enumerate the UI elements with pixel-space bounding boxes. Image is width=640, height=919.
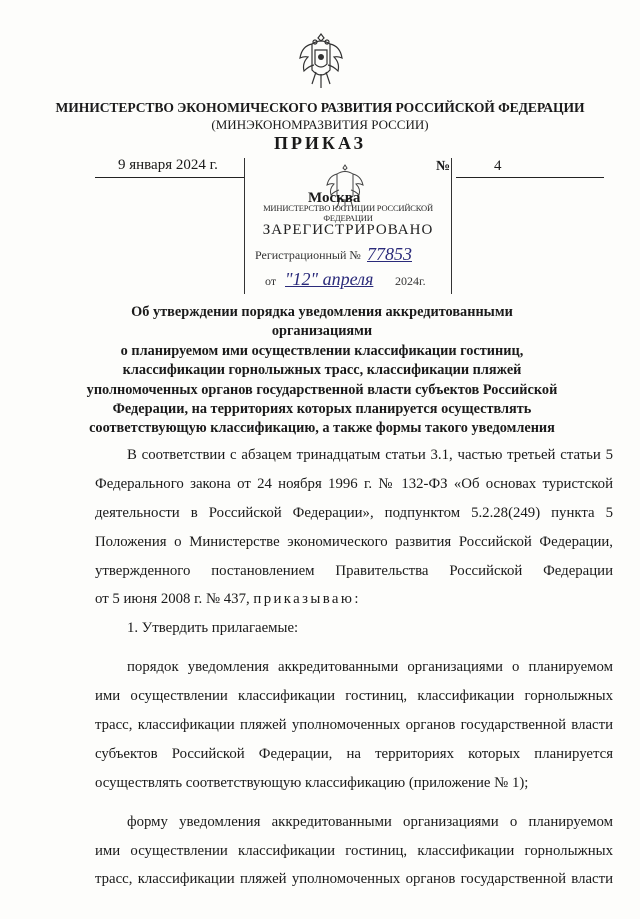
title-line: Об утверждении порядка уведомления аккредитованными организациями [131,304,513,340]
body-line: трасс, классификации пляжей уполномоченных органов государственной власти [95,717,613,734]
item-1: 1. Утвердить прилагаемые: [127,620,299,637]
body-text: от 5 июня 2008 г. № 437, [95,591,254,608]
stamp-status: ЗАРЕГИСТРИРОВАНО [262,222,434,238]
title-line: классификации горнолыжных трасс, классификации пляжей [122,362,522,379]
stamp-reg-number: 77853 [367,244,412,264]
order-title [80,303,564,439]
stamp-date-prefix: от [265,274,277,288]
body-line: В соответствии с абзацем тринадцатым статьи 3.1, частью третьей статьи 5 [127,447,613,463]
order-number: 4 [494,158,502,174]
number-underline [456,177,604,178]
body-line: ими осуществлении классификации гостиниц, классификации горнолыжных [95,688,613,705]
body-line: порядок уведомления аккредитованными организациями о планируемом [127,659,613,676]
title-line: соответствующую классификацию, а также формы такого уведомления [89,420,555,437]
date-underline [95,177,245,178]
document-type: ПРИКАЗ [273,133,367,153]
body-line: осуществлять соответствующую классификацию (приложение № 1); [95,774,529,791]
stamp-date-year: 2024г. [395,274,426,288]
body-line: утвержденного постановлением Правительства Российской Федерации [95,562,613,579]
number-sign: № [436,159,451,174]
body-line: трасс, классификации пляжей уполномоченных органов государственной власти [95,871,613,888]
title-line: уполномоченных органов государственной власти субъектов Российской [86,381,558,398]
body-line [95,585,613,614]
stamp-date-handwritten: "12" апреля [285,269,374,289]
ministry-short-name: (МИНЭКОНОМРАЗВИТИЯ РОССИИ) [211,117,429,132]
body-line: форму уведомления аккредитованными организациями о планируемом [127,813,613,830]
order-body [95,441,613,894]
ministry-name: МИНИСТЕРСТВО ЭКОНОМИЧЕСКОГО РАЗВИТИЯ РОССИЙСКОЙ ФЕДЕРАЦИИ [55,100,585,115]
body-line: субъектов Российской Федерации, на территориях которых планируется [95,745,613,762]
body-line: ими осуществлении классификации гостиниц, классификации горнолыжных [95,842,613,859]
stamp-ministry: МИНИСТЕРСТВО ЮСТИЦИИ РОССИЙСКОЙ ФЕДЕРАЦИИ [263,203,433,223]
order-date: 9 января 2024 г. [118,157,218,173]
city: Москва [308,190,361,206]
stamp-reg-label: Регистрационный № [255,248,361,262]
title-line: Федерации, на территориях которых планируется осуществлять [112,401,532,418]
body-line: Федерального закона от 24 ноября 1996 г. № 132-ФЗ «Об основах туристской [95,475,613,492]
body-line: Положения о Министерстве экономического развития Российской Федерации, [95,533,613,550]
title-line: о планируемом ими осуществлении классификации гостиниц, [120,342,524,359]
body-line: деятельности в Российской Федерации», подпунктом 5.2.28(249) пункта 5 [95,504,613,521]
coat-of-arms-emblem [298,30,344,92]
order-verb: приказываю: [253,591,361,608]
registration-stamp [244,158,452,294]
